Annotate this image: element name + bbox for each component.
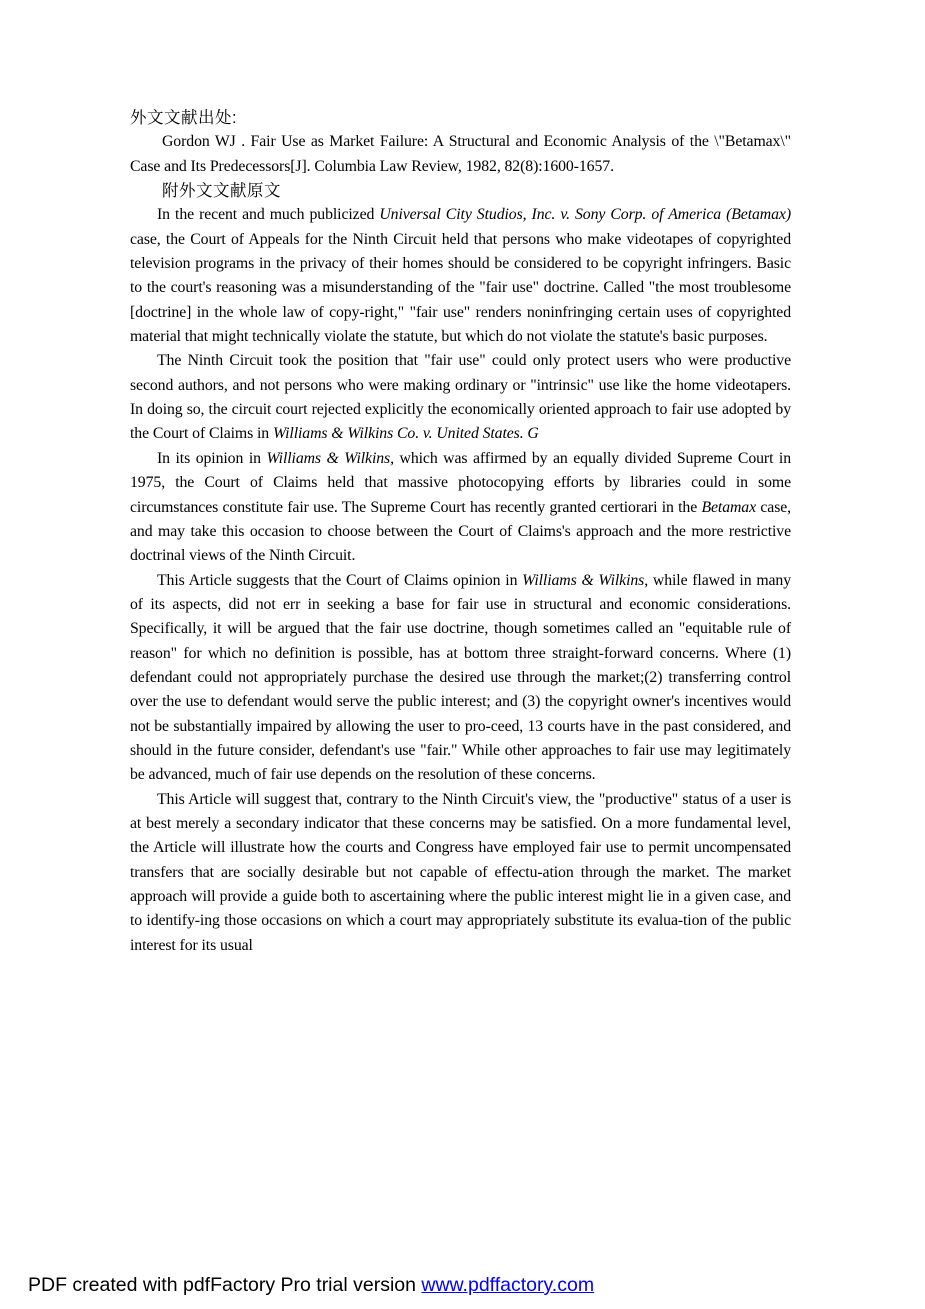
citation-text: Gordon WJ . Fair Use as Market Failure: A Structural and Economic Analysis of the \"Betamax\" Case and Its Predecessors[J]. Columbia Law Review, 1982, 82(8):1600-1657. bbox=[130, 133, 791, 175]
text-run: In its opinion in bbox=[157, 449, 267, 467]
attachment-heading: 附外文文献原文 bbox=[162, 182, 281, 201]
text-run: This Article suggests that the Court of Claims opinion in bbox=[157, 571, 523, 589]
pdf-factory-notice bbox=[28, 1274, 594, 1297]
text-run: In the recent and much publicized bbox=[157, 206, 380, 224]
footer-text: PDF created with pdfFactory Pro trial version bbox=[28, 1274, 422, 1296]
article-paragraph bbox=[130, 203, 791, 349]
case-name-italic: Williams & Wilkins, bbox=[522, 571, 649, 589]
text-run: This Article will suggest that, contrary to the Ninth Circuit's view, the "productive" status of a user is at best merely a secondary indicator that these concerns may be satisfied. On a more fundamental level, the Article will illustrate how the courts and Congress have employed fair use to permit uncompensated transfers that are socially desirable but not capable of effectu-ation through the market. The market approach will provide a guide both to ascertaining where the public interest might lie in a given case, and to identify-ing those occasions on which a court may appropriately substitute its evalua-tion of the public interest for its usual bbox=[130, 790, 791, 954]
article-paragraph bbox=[130, 447, 791, 569]
article-paragraph bbox=[130, 788, 791, 958]
article-paragraph bbox=[130, 349, 791, 446]
article-paragraphs bbox=[130, 203, 791, 958]
case-name-italic: Universal City Studios, Inc. v. Sony Corp. of America (Betamax) bbox=[379, 206, 791, 224]
article-body bbox=[130, 106, 791, 958]
text-run: case, the Court of Appeals for the Ninth Circuit held that persons who make videotapes of copyrighted television programs in the privacy of their homes should be considered to be copyright infringers. Basic to the court's reasoning was a misunderstanding of the "fair use" doctrine. Called "the most troublesome [doctrine] in the whole law of copy-right," "fair use" renders noninfringing certain uses of copyrighted material that might technically violate the statute, but which do not violate the statute's basic purposes. bbox=[130, 230, 791, 346]
case-name-italic: Williams & Wilkins Co. v. United States. G bbox=[272, 425, 539, 443]
text-run: which was affirmed by an equally divided Supreme Court in 1975, the Court of Claims held that massive photocopying efforts by libraries could in some circumstances constitute fair use. The Supreme Court has recently granted certiorari in the bbox=[130, 449, 792, 516]
text-run: case, and may take this occasion to choose between the Court of Claims's approach and the more restrictive doctrinal views of the Ninth Circuit. bbox=[130, 498, 791, 565]
source-heading: 外文文献出处: bbox=[130, 109, 238, 127]
article-paragraph bbox=[130, 569, 791, 788]
case-name-italic: Williams & Wilkins, bbox=[266, 449, 394, 467]
text-run: while flawed in many of its aspects, did not err in seeking a base for fair use in structural and economic considerations. Specifically, it will be argued that the fair use doctrine, though sometimes called an "equitable rule of reason" for which no definition is possible, has at bottom three straight-forward concerns. Where (1) defendant could not appropriately purchase the desired use through the market;(2) transferring control over the use to defendant would serve the public interest; and (3) the copyright owner's incentives would not be substantially impaired by allowing the user to pro-ceed, 13 courts have in the past considered, and should in the future consider, defendant's use "fair." While other approaches to fair use may legitimately be advanced, much of fair use depends on the resolution of these concerns. bbox=[130, 571, 792, 784]
pdffactory-link[interactable]: www.pdffactory.com bbox=[421, 1274, 595, 1296]
case-name-italic: Betamax bbox=[701, 498, 757, 516]
text-run: The Ninth Circuit took the position that "fair use" could only protect users who were productive second authors, and not persons who were making ordinary or "intrinsic" use like the home videotapers. In doing so, the circuit court rejected explicitly the economically oriented approach to fair use adopted by the Court of Claims in bbox=[130, 352, 791, 443]
